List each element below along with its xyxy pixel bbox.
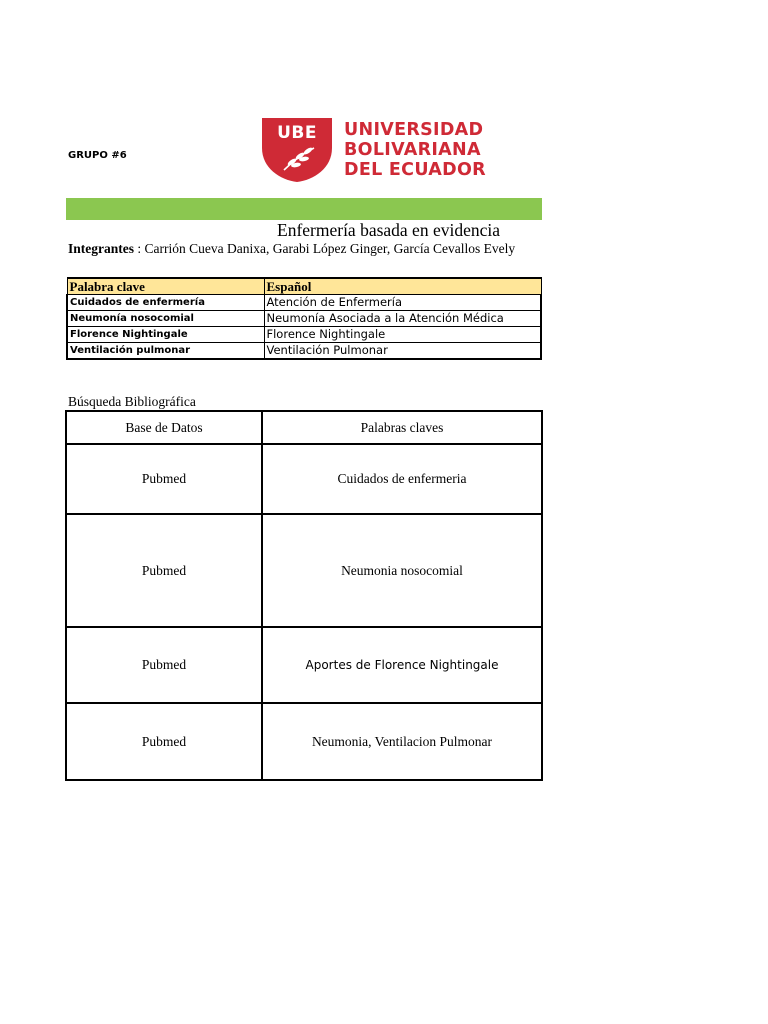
- integrantes-names: : Carrión Cueva Danixa, Garabi López Ginger, García Cevallos Evely: [134, 241, 516, 256]
- search-terms-cell: Cuidados de enfermeria: [262, 444, 542, 514]
- accent-bar: [66, 198, 542, 220]
- translation-cell: Neumonía Asociada a la Atención Médica: [264, 311, 541, 327]
- keyword-cell: Ventilación pulmonar: [67, 343, 264, 360]
- search-terms-cell: Neumonia nosocomial: [262, 514, 542, 627]
- grupo-label: GRUPO #6: [68, 150, 127, 161]
- translation-cell: Ventilación Pulmonar: [264, 343, 541, 360]
- keywords-header-row: [67, 278, 541, 295]
- table-row: [66, 627, 542, 703]
- bibliography-header-row: [66, 411, 542, 444]
- table-row: [66, 703, 542, 780]
- logo-wordmark: [344, 120, 486, 180]
- keyword-cell: Neumonía nosocomial: [67, 311, 264, 327]
- database-cell: Pubmed: [66, 514, 262, 627]
- integrantes-line: [68, 241, 542, 257]
- keyword-cell: Florence Nightingale: [67, 327, 264, 343]
- search-terms-cell: Neumonia, Ventilacion Pulmonar: [262, 703, 542, 780]
- bibliography-header-database: Base de Datos: [66, 411, 262, 444]
- table-row: [67, 327, 541, 343]
- integrantes-label: Integrantes: [68, 241, 134, 256]
- keyword-cell: Cuidados de enfermería: [67, 295, 264, 311]
- logo-line-2: BOLIVARIANA: [344, 140, 481, 160]
- table-row: [66, 444, 542, 514]
- logo-line-3: DEL ECUADOR: [344, 160, 486, 180]
- logo-line-1: UNIVERSIDAD: [344, 120, 484, 140]
- keywords-header-palabra: Palabra clave: [67, 278, 264, 295]
- bibliography-header-keywords: Palabras claves: [262, 411, 542, 444]
- database-cell: Pubmed: [66, 627, 262, 703]
- search-terms-cell: Aportes de Florence Nightingale: [262, 627, 542, 703]
- bibliography-table: [65, 410, 543, 781]
- table-row: [66, 514, 542, 627]
- translation-cell: Atención de Enfermería: [264, 295, 541, 311]
- logo-acronym: UBE: [277, 123, 317, 143]
- course-title: Enfermería basada en evidencia: [277, 220, 500, 240]
- database-cell: Pubmed: [66, 444, 262, 514]
- keywords-header-espanol: Español: [264, 278, 541, 295]
- translation-cell: Florence Nightingale: [264, 327, 541, 343]
- keywords-table: [66, 277, 542, 360]
- table-row: [67, 295, 541, 311]
- table-row: [67, 311, 541, 327]
- university-logo: [262, 118, 494, 182]
- database-cell: Pubmed: [66, 703, 262, 780]
- bibliography-title: Búsqueda Bibliográfica: [68, 394, 196, 409]
- table-row: [67, 343, 541, 360]
